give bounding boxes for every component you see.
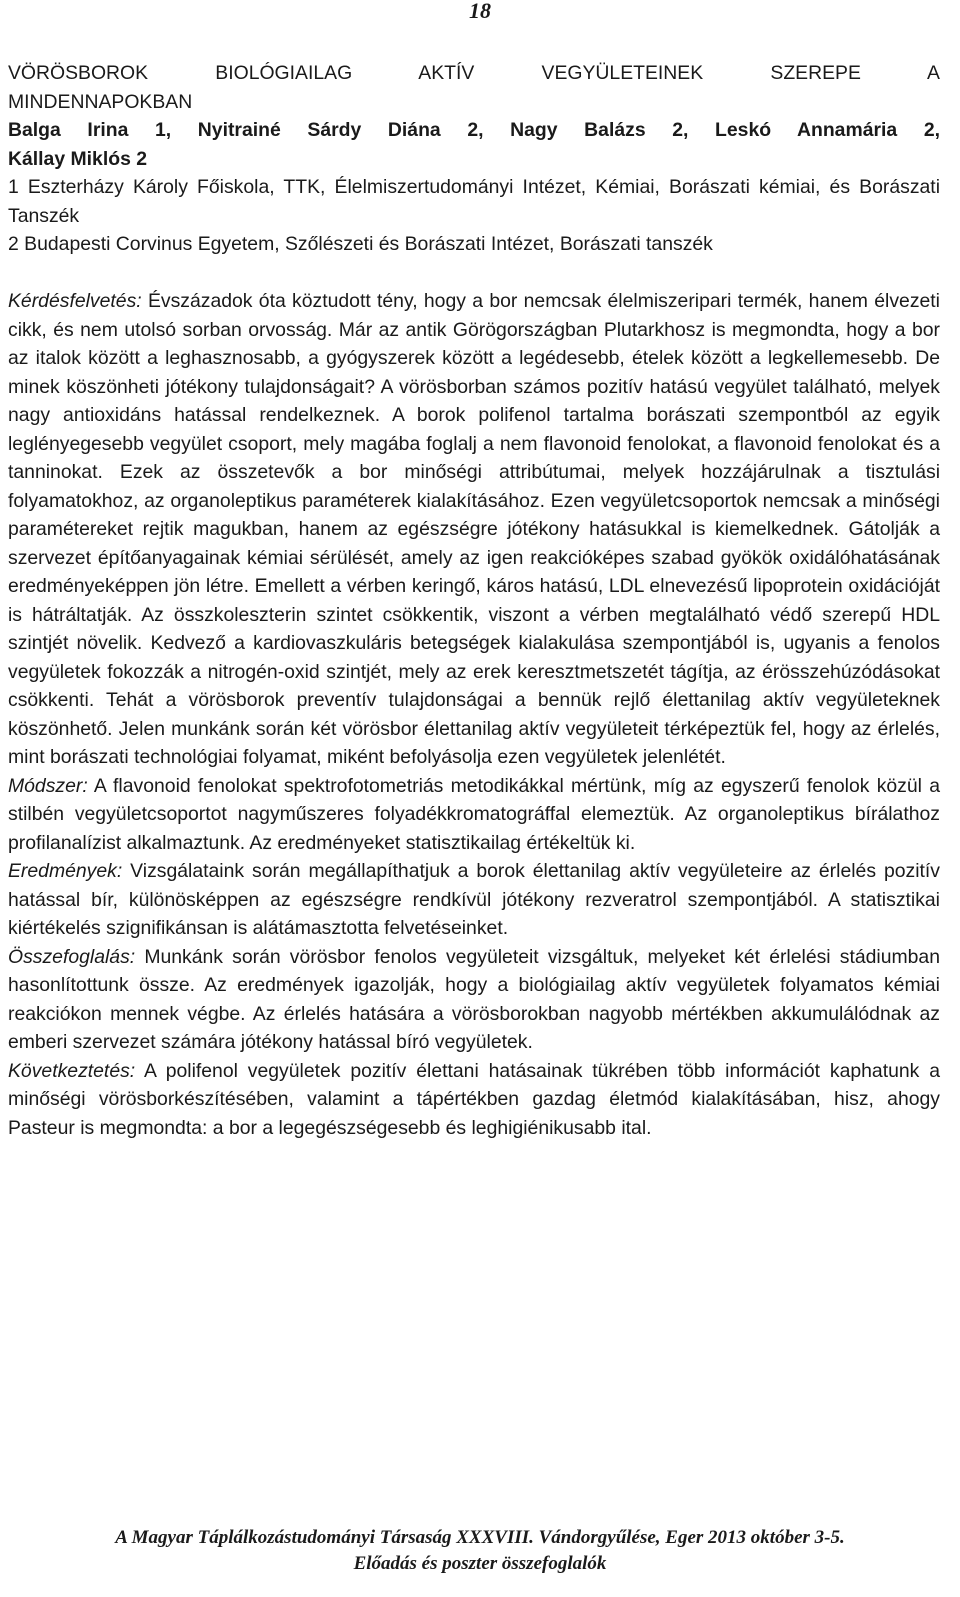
section-method <box>8 772 940 858</box>
page-number: 18 <box>469 0 491 23</box>
section-label: Eredmények: <box>8 860 123 882</box>
footer-line-1: A Magyar Táplálkozástudományi Társaság XXXVIII. Vándorgyűlése, Eger 2013 október 3-5. <box>115 1527 845 1548</box>
section-label: Következtetés: <box>8 1059 136 1082</box>
authors-line-2: Kállay Miklós 2 <box>8 147 148 170</box>
abstract-body <box>8 59 940 1142</box>
section-text: A polifenol vegyületek pozitív élettani hatásainak tükrében több információt kaphatunk a minőségi vörösborkészítésében, valamint a tápértékben gazdag életmód kialakításában, hisz, ahogy Pasteur is megmondta: a bor a legegészségesebb és leghigiénikusabb ital. <box>8 1059 940 1139</box>
authors-line-1: Balga Irina 1, Nyitrainé Sárdy Diána 2, Nagy Balázs 2, Leskó Annamária 2, <box>8 119 940 141</box>
section-text: Munkánk során vörösbor fenolos vegyületeit vizsgáltuk, melyeket két érlelési stádiumban hasonlítottunk össze. Az eredmények igazolják, hogy a biológiailag aktív vegyületek folyamatos kémiai reakciókon mennek végbe. Az érlelés hatására a vörösborokban nagyobb mértékben akkumulálódnak az emberi szervezet számára jótékony hatással bíró vegyületek. <box>8 945 940 1053</box>
section-results <box>8 857 940 943</box>
title-line-1: VÖRÖSBOROK BIOLÓGIAILAG AKTÍV VEGYÜLETEINEK SZEREPE A <box>8 62 940 84</box>
section-label: Kérdésfelvetés: <box>8 290 142 312</box>
section-label: Módszer: <box>8 774 88 797</box>
section-text: A flavonoid fenolokat spektrofotometriás metodikákkal mértünk, míg az egyszerű fenolok közül a stilbén vegyületcsoportot nagyműszeres folyadékkromatográffal elemeztük. Az organoleptikus bírálathoz profilanalízist alkalmaztunk. Az eredményeket statisztikailag értékeltük ki. <box>8 774 940 854</box>
section-summary <box>8 943 940 1057</box>
section-conclusion <box>8 1057 940 1143</box>
affiliation-2: 2 Budapesti Corvinus Egyetem, Szőlészeti és Borászati Intézet, Borászati tanszék <box>8 233 713 255</box>
conference-footer <box>0 1525 960 1577</box>
section-label: Összefoglalás: <box>8 945 136 968</box>
section-question <box>8 287 940 772</box>
section-text: Vizsgálataink során megállapíthatjuk a borok élettanilag aktív vegyületeire az érlelés pozitív hatással bír, különösképpen az egészségre rendkívül jótékony rezveratrol szempontjából. A statisztikai kiértékelés szignifikánsan is alátámasztotta felvetéseinket. <box>8 860 940 939</box>
title-line-2: MINDENNAPOKBAN <box>8 90 193 113</box>
section-gap <box>8 259 940 288</box>
affiliation-1: 1 Eszterházy Károly Főiskola, TTK, Élelmiszertudományi Intézet, Kémiai, Borászati kémiai, és Borászati Tanszék <box>8 176 940 227</box>
footer-line-2: Előadás és poszter összefoglalók <box>353 1553 607 1574</box>
section-text: Évszázadok óta köztudott tény, hogy a bor nemcsak élelmiszeripari termék, hanem élvezeti cikk, és nem utolsó sorban orvosság. Már az antik Görögországban Plutarkhosz is megmondta, hogy a bor az italok között a leghasznosabb, a gyógyszerek között a legédesebb, ételek között a legkellemesebb. De minek köszönheti jótékony tulajdonságait? A vörösborban számos pozitív hatású vegyület található, melyek nagy antioxidáns hatással rendelkeznek. A borok polifenol tartalma borászati szempontból az egyik leglényegesebb vegyület csoport, mely magába foglalj a nem flavonoid fenolokat, a flavonoid fenolokat és a tanninokat. Ezek az összetevők a bor minőségi attribútumai, melyek hozzájárulnak a tisztulási folyamatokhoz, az organoleptikus paraméterek kialakításához. Ezen vegyületcsoportok nemcsak a minőségi paramétereket rejtik magukban, hanem az egészségre jótékony hatásukkal is kiemelkednek. Gátolják a szervezet építőanyagainak kémiai sérülését, amely az igen reakcióképes szabad gyökök oxidálóhatásának eredményeképpen jön létre. Emellett a vérben keringő, káros hatású, LDL elnevezésű lipoprotein oxidációját is hátráltatják. Az összkoleszterin szintet csökkentik, viszont a vérben megtalálható védő szerepű HDL szintjét növelik. Kedvező a kardiovaszkuláris betegségek kialakulása szempontjából is, ugyanis a fenolos vegyületek fokozzák a nitrogén-oxid szintjét, mely az erek keresztmetszetét tágítja, az érösszehúzódásokat csökkenti. Tehát a vörösborok preventív tulajdonságai a bennük rejlő élettanilag aktív vegyületeknek köszönhető. Jelen munkánk során két vörösbor élettanilag aktív vegyületeit térképeztük fel, hogy az érlelés, mint borászati technológiai folyamat, miként befolyásolja ezen vegyületek jelenlétét. <box>8 290 940 768</box>
